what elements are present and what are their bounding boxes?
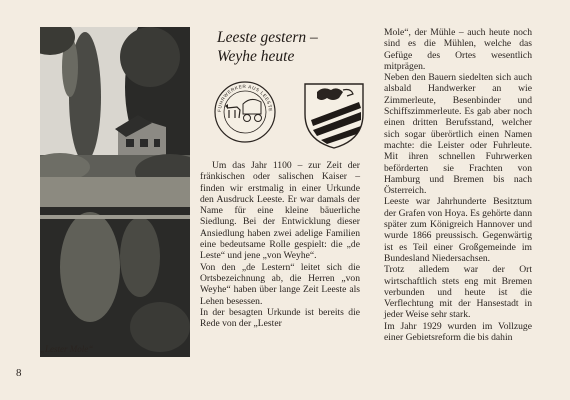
coat-of-arms-icon — [305, 84, 363, 148]
paragraph: Von den „de Lestern“ leitet sich die Ortsbezeichnung ab, die Herren „von Weyhe“ haben über lange Zeit Leeste als Lehen besessen. — [200, 261, 360, 307]
paragraph: Mole“, der Mühle – auch heute noch sind es die Mühlen, welche das Gefüge des Ortes wesentlich mitprägen. — [384, 27, 532, 72]
emblems — [213, 80, 383, 150]
paragraph: Im Jahr 1929 wurden im Vollzuge einer Gebietsreform die bis dahin — [384, 320, 532, 344]
photo-caption: „Lester Mole“ — [40, 344, 94, 354]
paragraph: In der besagten Urkunde ist bereits die Rede von der „Lester — [200, 306, 360, 330]
paragraph: Leeste war Jahrhunderte Besitztum der Grafen von Hoya. Es gehörte dann später zum Königreich Hannover und wurde 1866 preussisch. Gegenwärtig ist es Teil einer Großgemeinde im Bundesland Niedersachsen. — [384, 196, 532, 264]
text-column-middle — [200, 160, 360, 329]
wagon-seal-icon — [215, 82, 275, 142]
text-column-right — [384, 27, 532, 343]
chapter-heading-line-1: Leeste gestern – — [217, 29, 318, 46]
village-pond-photo — [40, 27, 190, 357]
paragraph: Um das Jahr 1100 – zur Zeit der fränkischen oder salischen Kaiser – finden wir erstmalig in einer Urkunde den Ausdruck Leeste. Er war damals der Name für eine kleine bäuerliche Siedlung. Bei der Entwicklung dieser Ansiedlung haben zwei adelige Familien eine bedeutsame Rolle gespielt: die „de Leste“ und jene „von Weyhe“. — [200, 160, 360, 262]
seal-ring-text: FUHRWERKER AUS LEESTE — [216, 83, 274, 113]
paragraph: Neben den Bauern siedelten sich auch alsbald Handwerker an wie Zimmerleute, Besenbinder und Schiffszimmerleute. Es gab aber noch einen dritten Berufsstand, welcher sich sogar überörtlich einen Namen machte: die Leister oder Fuhrleute. Mit ihren schnellen Fuhrwerken beförderten sie Frachten von Hamburg und Bremen bis nach Österreich. — [384, 72, 532, 197]
paragraph: Trotz alledem war der Ort wirtschaftlich stets eng mit Bremen verbunden und heute ist die Verflechtung mit der Hansestadt in jeder Weise sehr stark. — [384, 264, 532, 321]
chapter-heading — [217, 28, 367, 66]
page-number: 8 — [16, 367, 22, 379]
chapter-heading-line-2: Weyhe heute — [217, 48, 295, 65]
photo-image — [40, 27, 190, 357]
emblem-graphics — [213, 80, 383, 150]
